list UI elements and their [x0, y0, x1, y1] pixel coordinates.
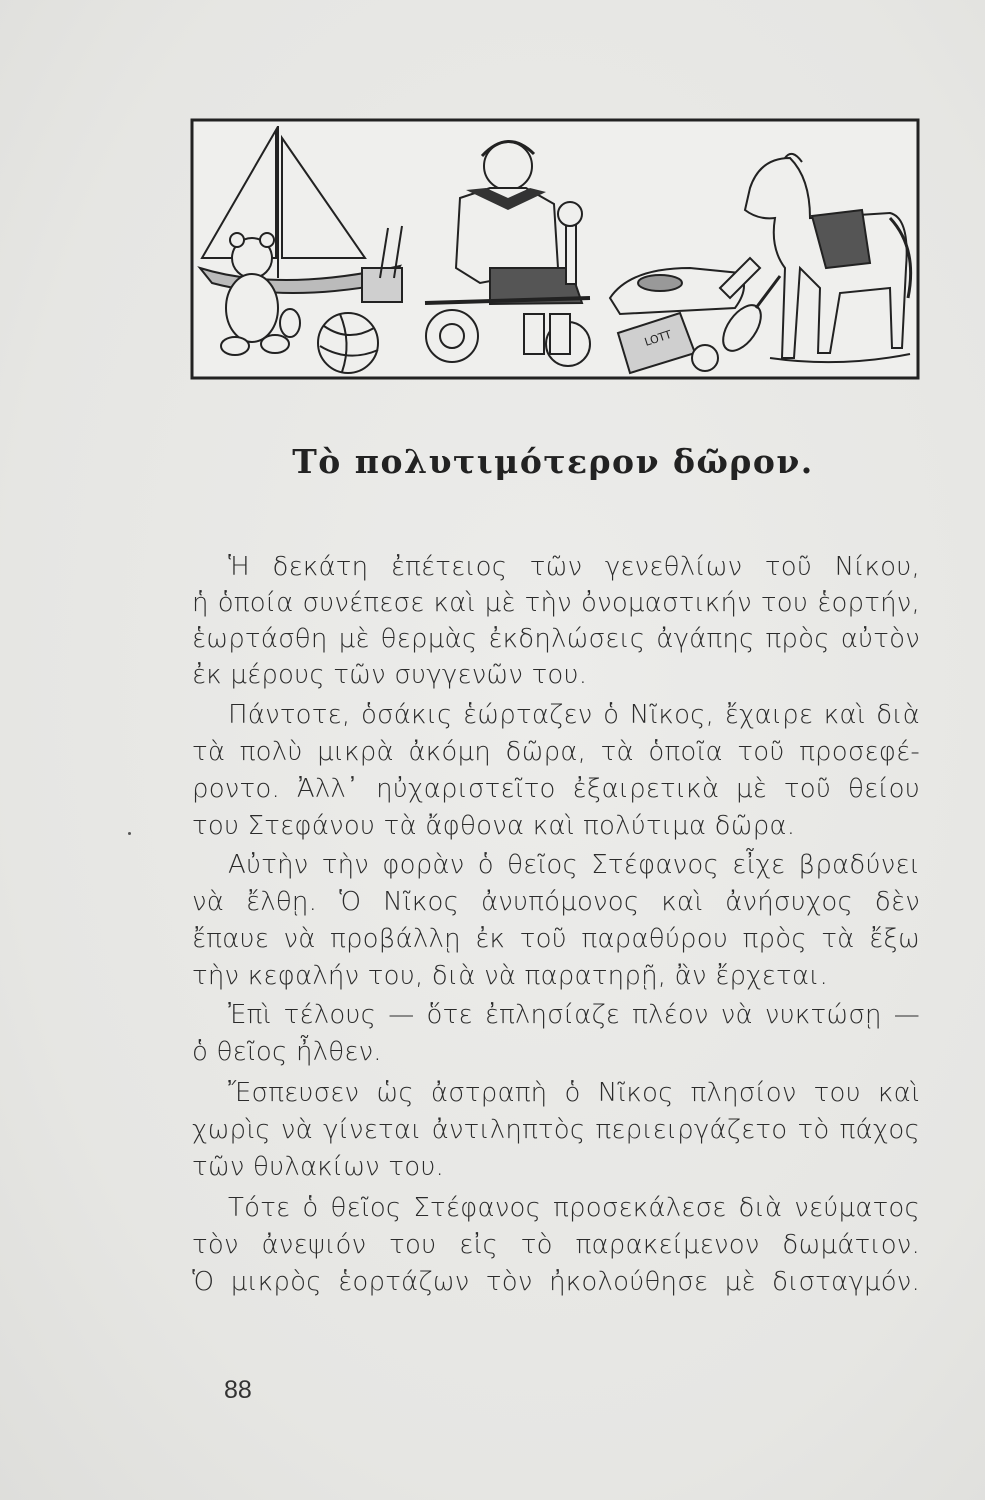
text-line-16: χωρὶς νὰ γίνεται ἀντιληπτὸς περιειργάζετο τὸ πάχος: [192, 1115, 920, 1145]
ink-speck: [128, 832, 131, 835]
text-line-18: Τότε ὁ θεῖος Στέφανος προσεκάλεσε διὰ νεύματος: [228, 1193, 920, 1223]
text-line-2: ἡ ὁποία συνέπεσε καὶ μὲ τὴν ὀνομαστικήν του ἑορτήν,: [192, 588, 920, 618]
text-line-20: Ὁ μικρὸς ἑορτάζων τὸν ἠκολούθησε μὲ δισταγμόν.: [192, 1267, 920, 1297]
text-line-12: τὴν κεφαλήν του, διὰ νὰ παρατηρῇ, ἂν ἔρχεται.: [192, 961, 828, 991]
text-line-4: ἐκ μέρους τῶν συγγενῶν του.: [192, 660, 588, 690]
text-line-13: Ἐπὶ τέλους — ὅτε ἐπλησίαζε πλέον νὰ νυκτώσῃ —: [228, 1000, 920, 1030]
box-label: LOTT: [642, 327, 674, 349]
text-line-7: ροντο. Ἀλλ᾽ ηὐχαριστεῖτο ἐξαιρετικὰ μὲ τοῦ θείου: [192, 774, 920, 804]
toys-illustration-icon: [190, 118, 920, 380]
text-line-11: ἔπαυε νὰ προβάλλῃ ἐκ τοῦ παραθύρου πρὸς τὰ ἔξω: [192, 924, 920, 954]
text-line-10: νὰ ἔλθῃ. Ὁ Νῖκος ἀνυπόμονος καὶ ἀνήσυχος δὲν: [192, 887, 920, 917]
chapter-title: Τὸ πολυτιμότερον δῶρον.: [292, 442, 814, 481]
text-line-19: τὸν ἀνεψιόν του εἰς τὸ παρακείμενον δωμάτιον.: [192, 1230, 920, 1260]
text-line-3: ἑωρτάσθη μὲ θερμὰς ἐκδηλώσεις ἀγάπης πρὸς αὐτὸν: [192, 624, 920, 654]
text-line-1: Ἡ δεκάτη ἐπέτειος τῶν γενεθλίων τοῦ Νίκου,: [228, 552, 920, 582]
text-line-6: τὰ πολὺ μικρὰ ἀκόμη δῶρα, τὰ ὁποῖα τοῦ προσεφέ-: [192, 737, 920, 767]
text-line-8: του Στεφάνου τὰ ἄφθονα καὶ πολύτιμα δῶρα.: [192, 811, 796, 841]
text-line-9: Αὐτὴν τὴν φορὰν ὁ θεῖος Στέφανος εἶχε βραδύνει: [228, 850, 920, 880]
page-number: 88: [224, 1376, 252, 1404]
text-line-5: Πάντοτε, ὁσάκις ἑώρταζεν ὁ Νῖκος, ἔχαιρε καὶ διὰ: [228, 700, 920, 730]
text-line-15: Ἔσπευσεν ὡς ἀστραπὴ ὁ Νῖκος πλησίον του καὶ: [228, 1078, 920, 1108]
text-line-17: τῶν θυλακίων του.: [192, 1152, 445, 1182]
toys-illustration: [190, 118, 920, 380]
text-line-14: ὁ θεῖος ἦλθεν.: [192, 1037, 382, 1067]
